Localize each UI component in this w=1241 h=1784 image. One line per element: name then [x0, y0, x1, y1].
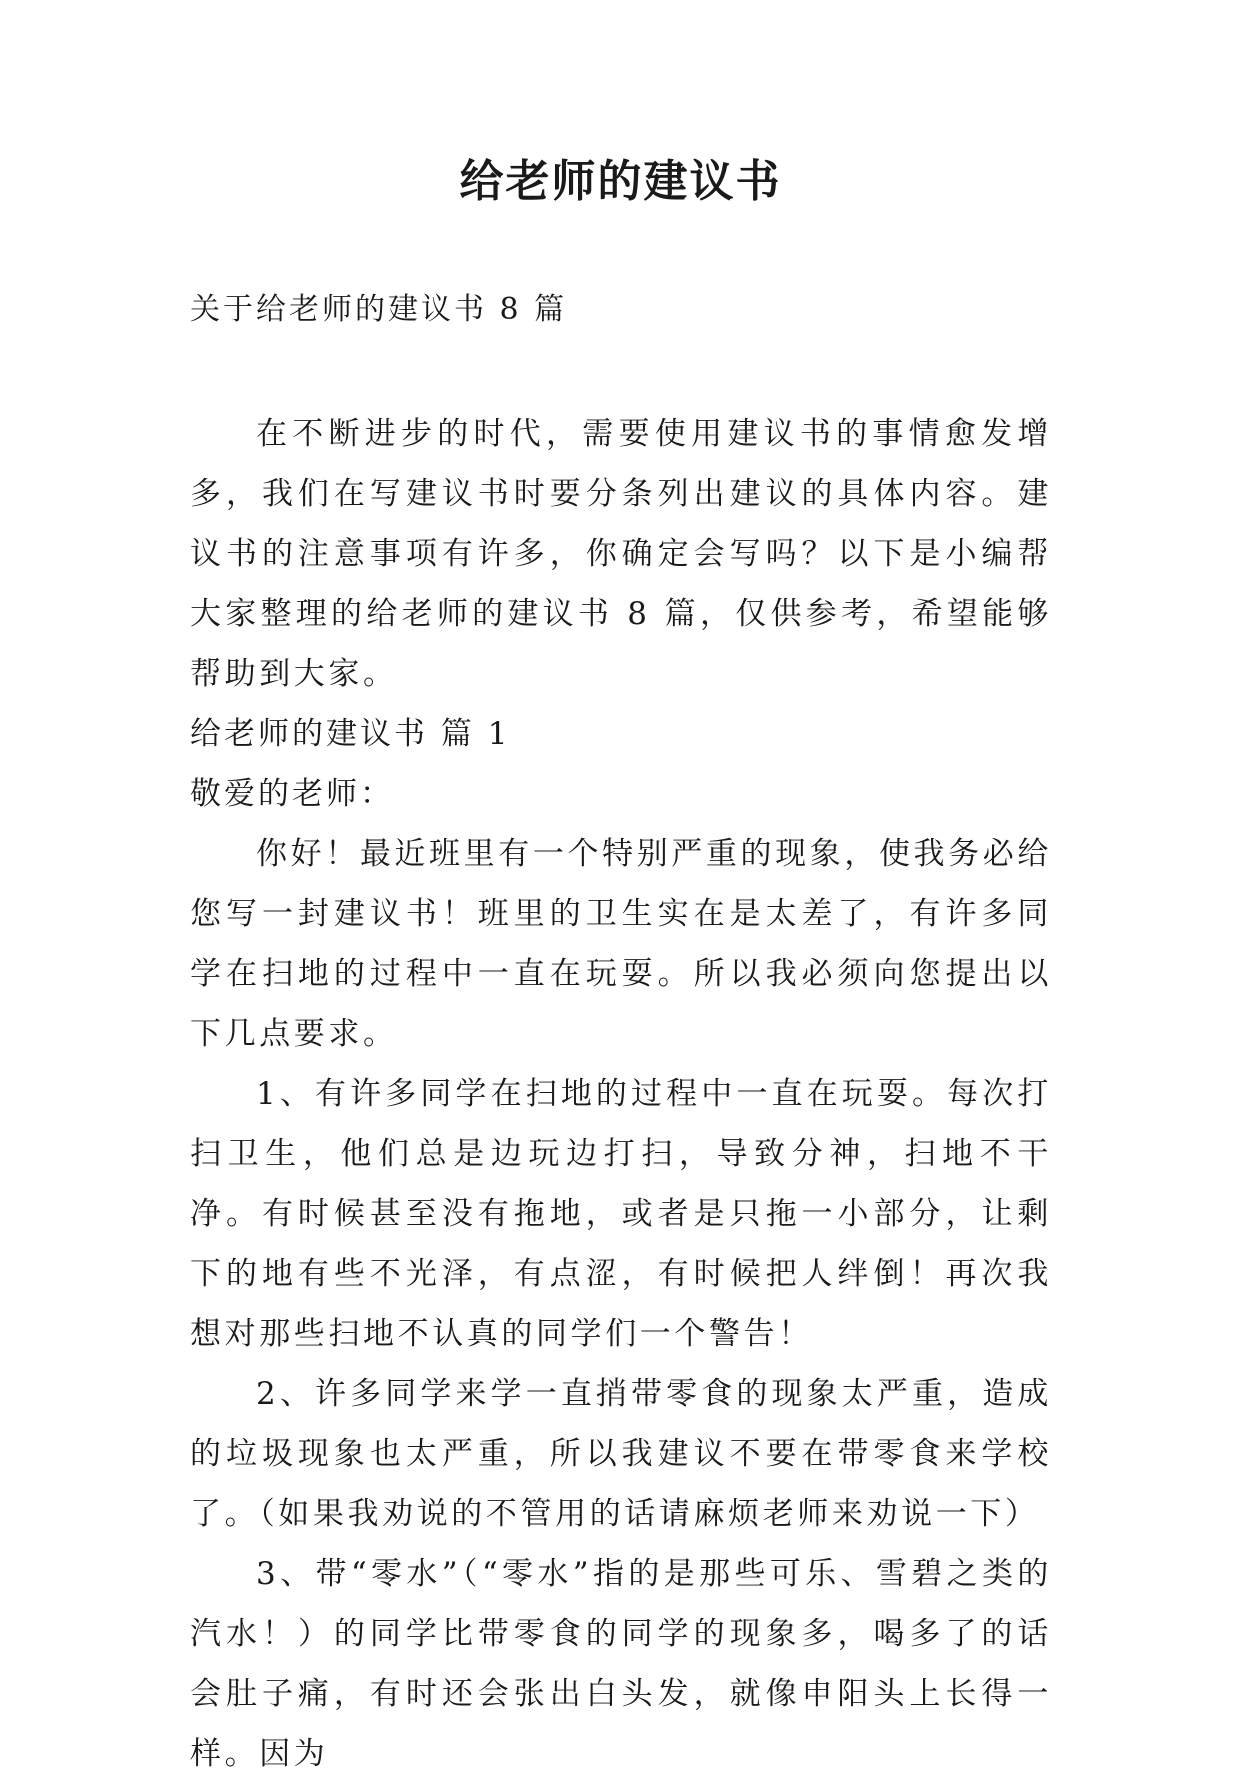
document-title: 给老师的建议书 — [459, 156, 782, 207]
point-1-paragraph: 1、有许多同学在扫地的过程中一直在玩耍。每次打扫卫生，他们总是边玩边打扫，导致分神，扫地不干净。有时候甚至没有拖地，或者是只拖一小部分，让剩下的地有些不光泽，有点涩，有时候把人绊倒！再次我想对那些扫地不认真的同学们一个警告！ — [190, 1076, 1052, 1352]
point-3-paragraph: 3、带“零水”（“零水”指的是那些可乐、雪碧之类的汽水！）的同学比带零食的同学的现象多，喝多了的话会肚子痛，有时还会张出白头发，就像申阳头上长得一样。因为 — [190, 1556, 1052, 1772]
intro-paragraph: 在不断进步的时代，需要使用建议书的事情愈发增多，我们在写建议书时要分条列出建议的具体内容。建议书的注意事项有许多，你确定会写吗？以下是小编帮大家整理的给老师的建议书 8 篇，仅供参考，希望能够帮助到大家。 — [190, 416, 1052, 692]
opening-paragraph: 你好！最近班里有一个特别严重的现象，使我务必给您写一封建议书！班里的卫生实在是太差了，有许多同学在扫地的过程中一直在玩耍。所以我必须向您提出以下几点要求。 — [190, 836, 1052, 1052]
document-subtitle: 关于给老师的建议书 8 篇 — [190, 292, 568, 327]
section-heading: 给老师的建议书 篇 1 — [190, 716, 511, 752]
point-2-paragraph: 2、许多同学来学一直捎带零食的现象太严重，造成的垃圾现象也太严重，所以我建议不要在带零食来学校了。（如果我劝说的不管用的话请麻烦老师来劝说一下） — [190, 1376, 1052, 1532]
salutation: 敬爱的老师： — [190, 776, 394, 812]
document-body — [190, 404, 1052, 1784]
